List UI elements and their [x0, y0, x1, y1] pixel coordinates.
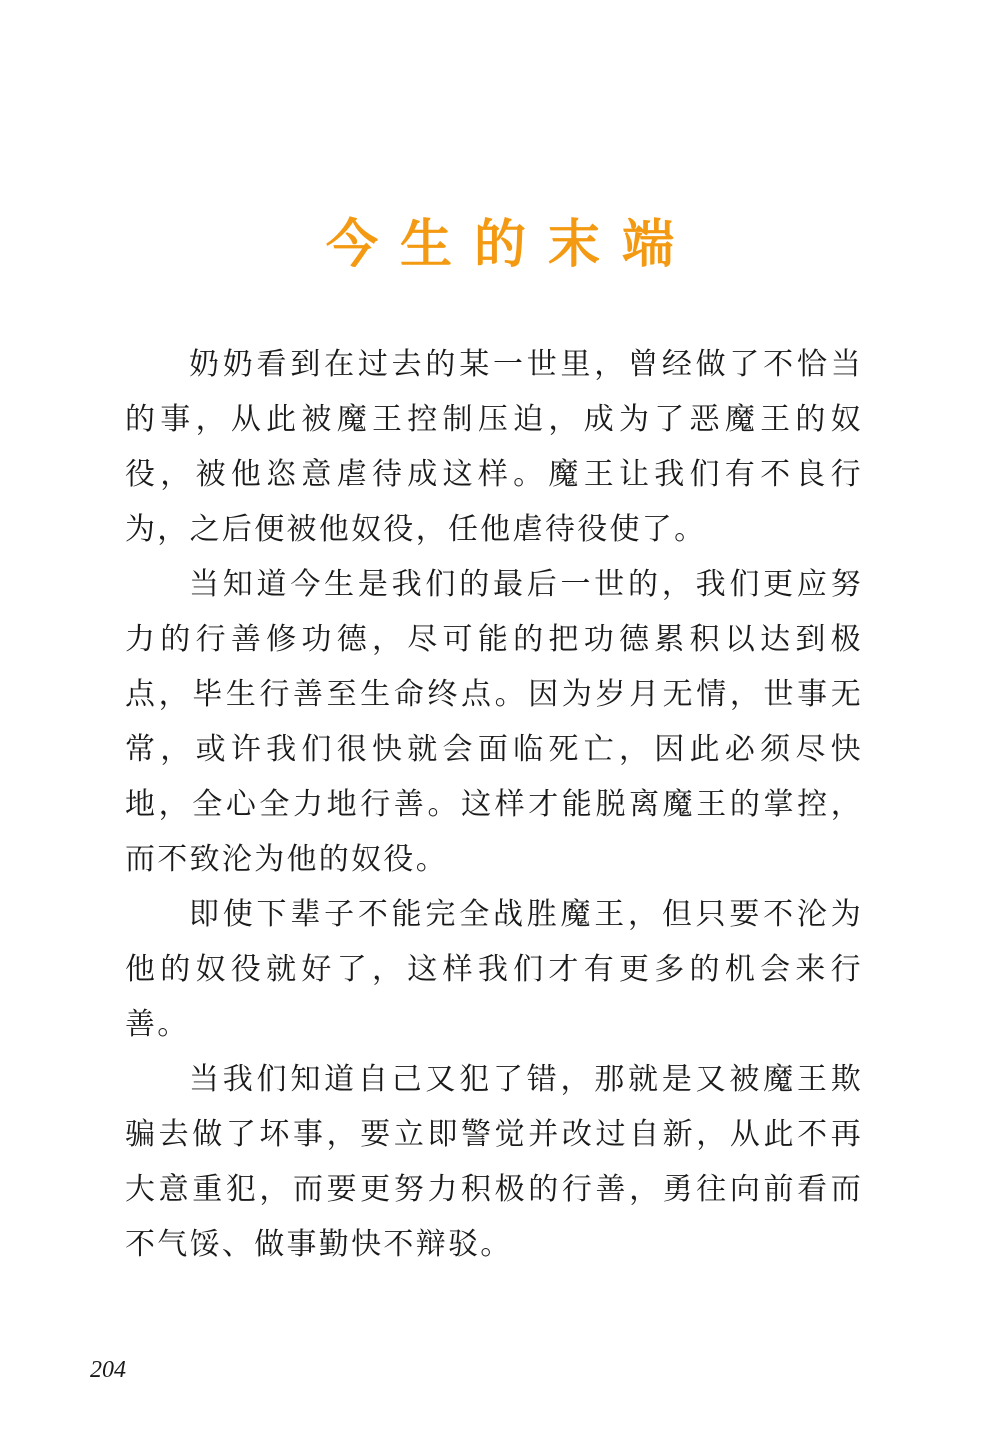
- body-text: [125, 337, 863, 1272]
- paragraph-2: 当知道今生是我们的最后一世的，我们更应努力的行善修功德，尽可能的把功德累积以达到极点，毕生行善至生命终点。因为岁月无情，世事无常，或许我们很快就会面临死亡，因此必须尽快地，全心全力地行善。这样才能脱离魔王的掌控，而不致沦为他的奴役。: [125, 567, 863, 877]
- page-number: 204: [90, 1357, 126, 1383]
- page-title: 今生的末端: [325, 214, 696, 275]
- paragraph-3: 即使下辈子不能完全战胜魔王，但只要不沦为他的奴役就好了，这样我们才有更多的机会来行善。: [125, 897, 863, 1042]
- paragraph-4: 当我们知道自己又犯了错，那就是又被魔王欺骗去做了坏事，要立即警觉并改过自新，从此不再大意重犯，而要更努力积极的行善，勇往向前看而不气馁、做事勤快不辩驳。: [125, 1062, 863, 1262]
- paragraph-1: 奶奶看到在过去的某一世里，曾经做了不恰当的事，从此被魔王控制压迫，成为了恶魔王的奴役，被他恣意虐待成这样。魔王让我们有不良行为，之后便被他奴役，任他虐待役使了。: [125, 347, 863, 547]
